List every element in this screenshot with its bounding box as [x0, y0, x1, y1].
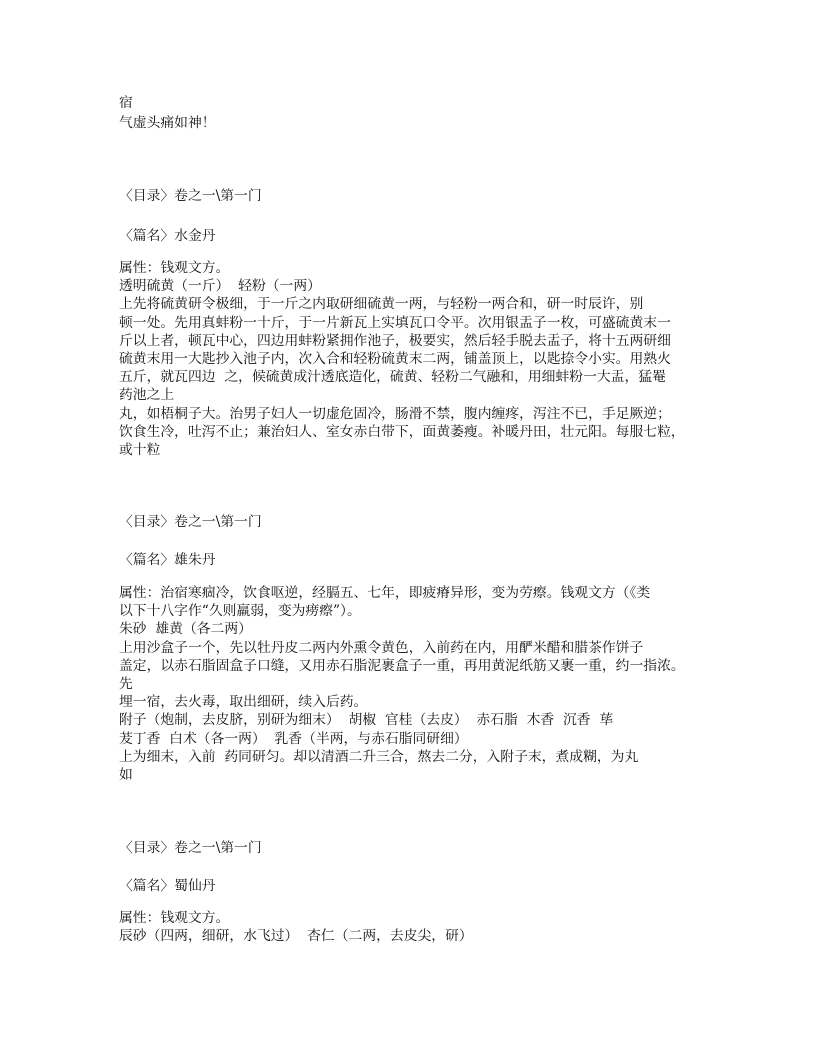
section-catalog: 〈目录〉卷之一\第一门: [119, 514, 262, 530]
text-line: 如: [119, 766, 133, 783]
text-line: 硫黄末用一大匙抄入池子内，次入合和轻粉硫黄末二两，铺盖顶上，以匙捺令小实。用熟火: [119, 350, 671, 367]
section-title: 〈篇名〉水金丹: [119, 228, 216, 244]
text-line: 透明硫黄（一斤） 轻粉（一两）: [119, 278, 321, 295]
section-body: [119, 259, 759, 459]
text-line: 药池之上: [119, 387, 175, 404]
text-line: 饮食生冷，吐泻不止；兼治妇人、室女赤白带下，面黄萎瘦。补暖丹田，壮元阳。每服七粒，: [119, 423, 685, 440]
text-line: 附子（炮制，去皮脐，别研为细末） 胡椒 官桂（去皮） 赤石脂 木香 沉香 荜: [119, 712, 614, 729]
text-line: 宿: [119, 95, 133, 111]
text-line: 上用沙盒子一个，先以牡丹皮二两内外熏令黄色，入前药在内，用酽米醋和腊茶作饼子: [119, 639, 644, 656]
text-line: 辰砂（四两，细研，水飞过） 杏仁（二两，去皮尖，研）: [119, 928, 473, 945]
text-line: 丸，如梧桐子大。治男子妇人一切虚危固冷，肠滑不禁，腹内缠疼，泻注不已，手足厥逆；: [119, 405, 671, 422]
text-line: 先: [119, 675, 133, 692]
intro-text: [119, 94, 759, 132]
text-line: 五斤，就瓦四边 之，候硫黄成汁透底造化，硫黄、轻粉二气融和，用细蚌粉一大盂，猛罨: [119, 369, 666, 386]
text-line: 上先将硫黄研令极细，于一斤之内取研细硫黄一两，与轻粉一两合和，研一时辰许，别: [119, 296, 644, 313]
text-line: 气虚头痛如神！: [119, 115, 216, 132]
text-line: 盖定，以赤石脂固盒子口缝，又用赤石脂泥裹盒子一重，再用黄泥纸筋又裹一重，约一指浓。: [119, 657, 685, 674]
text-line: 以下十八字作“久则羸弱，变为痨瘵”）。: [119, 603, 361, 620]
section-body: [119, 909, 759, 945]
text-line: 或十粒: [119, 441, 161, 458]
section-title: 〈篇名〉蜀仙丹: [119, 878, 216, 894]
text-line: 顿一处。先用真蚌粉一十斤，于一片新瓦上实填瓦口令平。次用银盂子一枚，可盛硫黄末一: [119, 314, 671, 331]
text-line: 朱砂 雄黄（各二两）: [119, 621, 252, 638]
section-catalog: 〈目录〉卷之一\第一门: [119, 188, 262, 204]
text-line: 上为细末，入前 药同研匀。却以清酒二升三合，熬去二分，入附子末，煮成糊，为丸: [119, 748, 639, 765]
section-catalog: 〈目录〉卷之一\第一门: [119, 840, 262, 856]
text-line: 茇丁香 白术（各一两） 乳香（半两，与赤石脂同研细）: [119, 730, 468, 747]
section-body: [119, 584, 759, 784]
text-line: 埋一宿，去火毒，取出细研，续入后药。: [119, 694, 368, 711]
section-title: 〈篇名〉雄朱丹: [119, 552, 216, 568]
text-line: 属性：钱观文方。: [119, 910, 230, 926]
text-line: 属性：治宿寒痼冷，饮食呕逆，经膈五、七年，即疲瘠异形，变为劳瘵。钱观文方（《类: [119, 585, 651, 601]
text-line: 斤以上者，顿瓦中心，四边用蚌粉紧拥作池子，极要实，然后轻手脱去盂子，将十五两研细: [119, 332, 671, 349]
text-line: 属性：钱观文方。: [119, 260, 230, 276]
